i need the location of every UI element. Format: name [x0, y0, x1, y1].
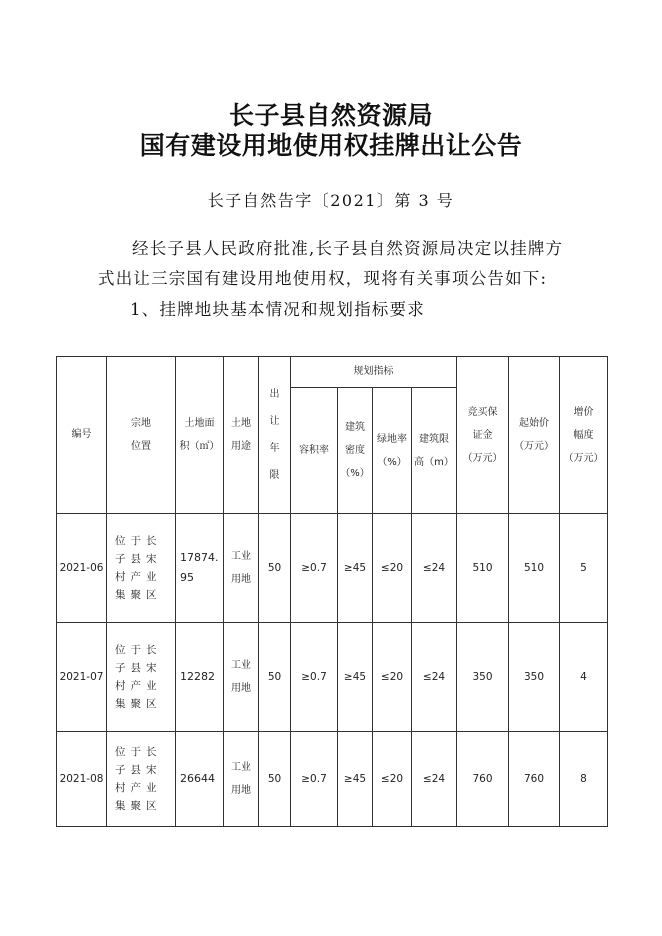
- cell-increment: 8: [560, 732, 608, 827]
- table-row: [57, 732, 608, 827]
- header-deposit: 竞买保 证金 （万元）: [457, 357, 509, 514]
- cell-height: ≤24: [412, 732, 457, 827]
- header-increment: 增价 幅度 （万元）: [560, 357, 608, 514]
- cell-far: ≥0.7: [291, 623, 338, 732]
- land-parcel-table: [56, 356, 608, 827]
- header-code: 编号: [57, 357, 107, 514]
- cell-start-price: 510: [509, 514, 560, 623]
- header-green: 绿地率 （%）: [373, 388, 412, 514]
- cell-green: ≤20: [373, 623, 412, 732]
- cell-use: 工业 用地: [224, 732, 259, 827]
- header-planning: 规划指标: [291, 357, 457, 388]
- cell-start-price: 350: [509, 623, 560, 732]
- cell-density: ≥45: [338, 623, 373, 732]
- header-use: 土地 用途: [224, 357, 259, 514]
- cell-use: 工业 用地: [224, 514, 259, 623]
- cell-location: 位于长子县宋村产业集聚区: [107, 623, 176, 732]
- cell-code: 2021-08: [57, 732, 107, 827]
- cell-deposit: 350: [457, 623, 509, 732]
- document-number: 长子自然告字〔2021〕第 3 号: [207, 191, 455, 210]
- cell-use: 工业 用地: [224, 623, 259, 732]
- title-line-1: 长子县自然资源局: [228, 101, 433, 130]
- cell-area: 12282: [176, 623, 224, 732]
- cell-height: ≤24: [412, 514, 457, 623]
- cell-green: ≤20: [373, 514, 412, 623]
- cell-location: 位于长子县宋村产业集聚区: [107, 514, 176, 623]
- cell-start-price: 760: [509, 732, 560, 827]
- cell-green: ≤20: [373, 732, 412, 827]
- cell-density: ≥45: [338, 514, 373, 623]
- cell-term: 50: [259, 732, 291, 827]
- cell-increment: 5: [560, 514, 608, 623]
- intro-text: 经长子县人民政府批准,长子县自然资源局决定以挂牌方式出让三宗国有建设用地使用权，现将有关事项公告如下:: [98, 239, 564, 288]
- header-far: 容积率: [291, 388, 338, 514]
- cell-deposit: 760: [457, 732, 509, 827]
- header-area: 土地面 积（㎡）: [176, 357, 224, 514]
- cell-height: ≤24: [412, 623, 457, 732]
- table-row: [57, 514, 608, 623]
- section-1-heading: 1、挂牌地块基本情况和规划指标要求: [130, 300, 425, 319]
- cell-far: ≥0.7: [291, 514, 338, 623]
- cell-area: 17874.95: [176, 514, 224, 623]
- cell-code: 2021-07: [57, 623, 107, 732]
- cell-far: ≥0.7: [291, 732, 338, 827]
- header-density: 建筑 密度 （%）: [338, 388, 373, 514]
- header-height: 建筑限 高（m）: [412, 388, 457, 514]
- cell-deposit: 510: [457, 514, 509, 623]
- cell-code: 2021-06: [57, 514, 107, 623]
- cell-location: 位于长子县宋村产业集聚区: [107, 732, 176, 827]
- cell-density: ≥45: [338, 732, 373, 827]
- cell-area: 26644: [176, 732, 224, 827]
- table-row: [57, 623, 608, 732]
- cell-increment: 4: [560, 623, 608, 732]
- title-line-2: 国有建设用地使用权挂牌出让公告: [139, 131, 523, 160]
- intro-paragraph: [98, 234, 568, 294]
- header-term: 出 让 年 限: [259, 357, 291, 514]
- header-location: 宗地 位置: [107, 357, 176, 514]
- cell-term: 50: [259, 514, 291, 623]
- cell-term: 50: [259, 623, 291, 732]
- header-start-price: 起始价 （万元）: [509, 357, 560, 514]
